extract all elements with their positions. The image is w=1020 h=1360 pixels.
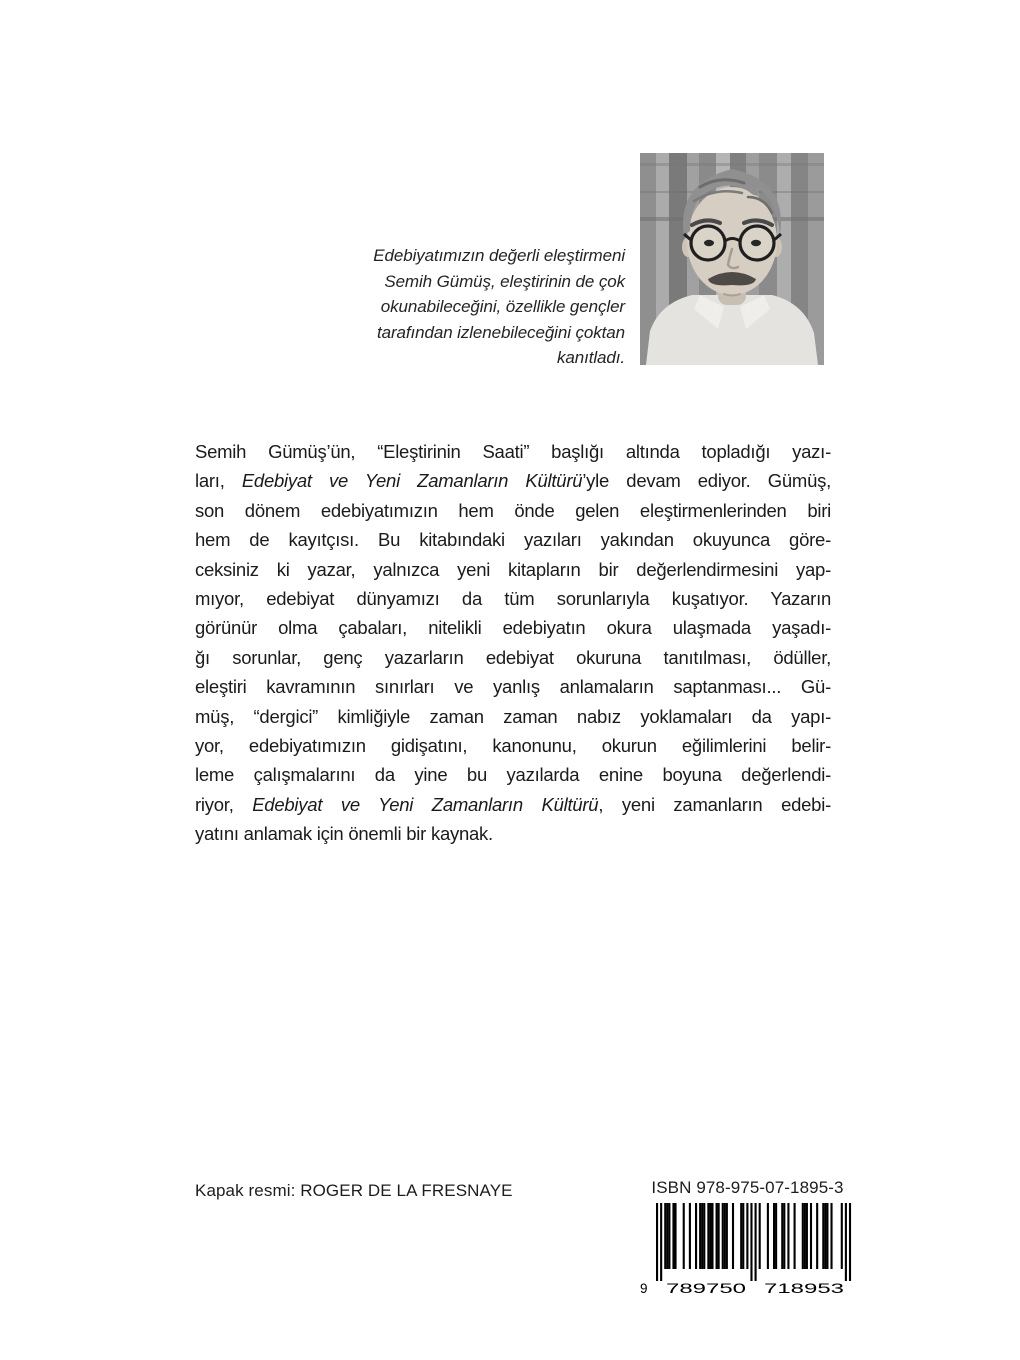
author-portrait-illustration [640, 153, 824, 365]
barcode-bar [781, 1203, 783, 1269]
barcode-bar [816, 1203, 818, 1269]
barcode-digits: 9 [640, 1281, 648, 1295]
blurb-line: okunabileceğini, özellikle gençler [380, 297, 625, 316]
blurb-line: Semih Gümüş, eleştirinin de çok [384, 271, 625, 291]
barcode-bar [810, 1203, 812, 1269]
barcode-bar [826, 1203, 828, 1269]
paragraph-line: görünür olma çabaları, nitelikli edebiyatın okura ulaşmada yaşadı- [195, 617, 831, 639]
barcode-bar [664, 1203, 666, 1269]
barcode-bar [740, 1203, 742, 1269]
author-blurb [320, 243, 625, 371]
cover-credit: Kapak resmi: ROGER DE LA FRESNAYE [195, 1181, 513, 1200]
paragraph-line: müş, “dergici” kimliğiyle zaman zaman nabız yoklamaları da yapı- [195, 705, 831, 727]
paragraph-line: riyor, Edebiyat ve Yeni Zamanların Kültürü, yeni zamanların edebi- [195, 793, 831, 815]
barcode-bar [732, 1203, 734, 1269]
paragraph-line: ları, Edebiyat ve Yeni Zamanların Kültürü’yle devam ediyor. Gümüş, [195, 470, 832, 492]
barcode-bar [746, 1203, 748, 1269]
barcode-bar [783, 1203, 785, 1269]
isbn-label: ISBN 978-975-07-1895-3 [651, 1178, 844, 1197]
barcode-bar [722, 1203, 724, 1269]
barcode-bar [709, 1203, 711, 1269]
barcode-bar [666, 1203, 668, 1269]
barcode-bar [845, 1203, 847, 1281]
barcode-bar [750, 1203, 752, 1281]
barcode-bar [674, 1203, 676, 1269]
paragraph-line: mıyor, edebiyat dünyamızı da tüm sorunlarıyla kuşatıyor. Yazarın [195, 588, 831, 610]
paragraph-line: yor, edebiyatımızın gidişatını, kanonunu, okurun eğilimlerini belir- [195, 735, 831, 757]
barcode-bar [755, 1203, 757, 1281]
blurb-line: Edebiyatımızın değerli eleştirmeni [373, 246, 625, 265]
barcode-bar [724, 1203, 726, 1269]
barcode-bar [660, 1203, 662, 1281]
barcode-bar [802, 1203, 804, 1269]
barcode-bar [699, 1203, 701, 1269]
barcode-bar [707, 1203, 709, 1269]
paragraph-line: ğı sorunlar, genç yazarların edebiyat okuruna tanıtılması, ödüller, [195, 646, 831, 668]
barcode-bar [701, 1203, 703, 1269]
barcode-bar [718, 1203, 720, 1269]
paragraph-line: eleştiri kavramının sınırları ve yanlış anlamaların saptanması... Gü- [195, 676, 831, 698]
barcode-digits: 789750 [666, 1281, 746, 1295]
barcode-bar [804, 1203, 806, 1269]
barcode-bar [849, 1203, 851, 1281]
barcode-bar [711, 1203, 713, 1269]
barcode-bar [794, 1203, 796, 1269]
barcode-bar [683, 1203, 685, 1269]
paragraph-line: ceksiniz ki yazar, yalnızca yeni kitapların bir değerlendirmesini yap- [195, 558, 831, 580]
barcode-bar [703, 1203, 705, 1269]
paragraph-line: Semih Gümüş’ün, “Eleştirinin Saati” başlığı altında topladığı yazı- [195, 441, 831, 462]
blurb-line: tarafından izlenebileceğini çoktan [377, 322, 625, 342]
barcode-bar [806, 1203, 808, 1269]
barcode-bar [822, 1203, 824, 1269]
paragraph-line: hem de kayıtçısı. Bu kitabındaki yazıları yakından okuyunca göre- [195, 529, 831, 551]
barcode-bar [689, 1203, 691, 1269]
barcode-bar [759, 1203, 761, 1269]
barcode-bar [830, 1203, 832, 1269]
back-cover-paragraph [195, 437, 831, 849]
barcode [640, 1203, 855, 1295]
barcode-bar [656, 1203, 658, 1281]
barcode-bar [668, 1203, 670, 1269]
barcode-bar [726, 1203, 728, 1269]
barcode-bar [767, 1203, 769, 1269]
barcode-bar [742, 1203, 744, 1269]
paragraph-line: leme çalışmalarını da yine bu yazılarda enine boyuna değerlendi- [195, 764, 831, 786]
barcode-bar [672, 1203, 674, 1269]
blurb-line: kanıtladı. [557, 348, 625, 367]
paragraph-line: son dönem edebiyatımızın hem önde gelen eleştirmenlerinden biri [195, 499, 831, 521]
barcode-bar [695, 1203, 697, 1269]
barcode-bar [841, 1203, 843, 1269]
barcode-bar [824, 1203, 826, 1269]
barcode-bar [787, 1203, 789, 1269]
barcode-digits: 718953 [764, 1281, 844, 1295]
barcode-bar [775, 1203, 777, 1269]
barcode-bar [716, 1203, 718, 1269]
barcode-bar [773, 1203, 775, 1269]
author-photo [640, 153, 824, 365]
paragraph-line: yatını anlamak için önemli bir kaynak. [195, 823, 493, 845]
